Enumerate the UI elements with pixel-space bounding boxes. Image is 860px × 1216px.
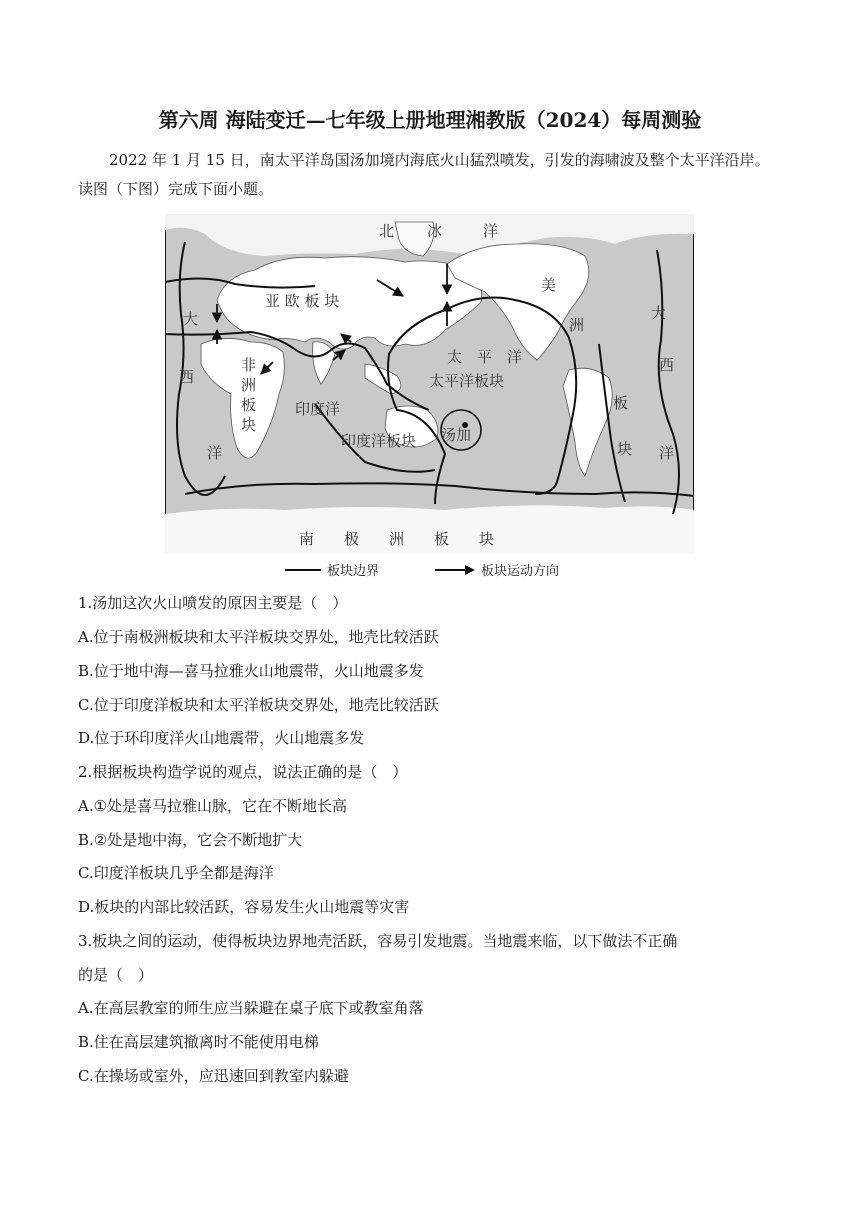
q1-stem: 1.汤加这次火山喷发的原因主要是（ ） — [78, 594, 348, 612]
map-label-atl-e-1: 大 — [651, 304, 667, 322]
intro-paragraph: 2022 年 1 月 15 日，南太平洋岛国汤加境内海底火山猛烈喷发，引发的海啸波及整个太平洋沿岸。读图（下图）完成下面小题。 — [78, 151, 770, 198]
map-label-pacific-ocean: 太 平 洋 — [447, 348, 523, 366]
map-label-arctic-3: 洋 — [483, 222, 499, 240]
q1-option-c: C.位于印度洋板块和太平洋板块交界处，地壳比较活跃 — [78, 696, 439, 714]
q3-option-b: B.住在高层建筑撤离时不能使用电梯 — [78, 1033, 319, 1051]
map-label-pacific-plate: 太平洋板块 — [429, 372, 505, 390]
map-label-antarctic: 南 极 洲 板 块 — [299, 530, 495, 548]
q3-option-a: A.在高层教室的师生应当躲避在桌子底下或教室角落 — [78, 999, 424, 1017]
page-title: 第六周 海陆变迁—七年级上册地理湘教版（2024）每周测验 — [158, 108, 702, 132]
map-legend — [285, 560, 605, 582]
q1-option-a: A.位于南极洲板块和太平洋板块交界处，地壳比较活跃 — [78, 628, 439, 646]
q2-option-b: B.②处是地中海，它会不断地扩大 — [78, 831, 303, 849]
map-label-indian-ocean: 印度洋 — [295, 400, 341, 418]
map-label-africa-4: 块 — [241, 416, 257, 434]
map-label-america-1: 美 — [541, 276, 557, 294]
q2-option-d: D.板块的内部比较活跃，容易发生火山地震等灾害 — [78, 898, 410, 916]
legend-boundary — [285, 560, 379, 579]
map-label-arctic-1: 北 — [379, 222, 395, 240]
map-label-africa-3: 板 — [241, 396, 257, 414]
legend-boundary-swatch — [285, 569, 321, 571]
q1-option-d: D.位于环印度洋火山地震带，火山地震多发 — [78, 729, 365, 747]
plate-map — [165, 214, 694, 554]
q3-stem-line2: 的是（ ） — [78, 966, 154, 984]
legend-direction-label: 板块运动方向 — [481, 564, 560, 579]
map-label-atl-w-1: 大 — [183, 310, 199, 328]
map-label-indian-plate: 印度洋板块 — [341, 432, 417, 450]
legend-direction — [435, 560, 559, 579]
q3-stem-line1: 3.板块之间的运动，使得板块边界地壳活跃，容易引发地震。当地震来临，以下做法不正确 — [78, 932, 678, 950]
map-label-atl-w-2: 西 — [179, 368, 195, 386]
map-label-atl-w-3: 洋 — [207, 444, 223, 462]
map-label-tonga: 汤加 — [441, 426, 472, 444]
legend-boundary-label: 板块边界 — [327, 564, 380, 579]
q2-option-a: A.①处是喜马拉雅山脉，它在不断地长高 — [78, 797, 348, 815]
q3-option-c: C.在操场或室外，应迅速回到教室内躲避 — [78, 1067, 349, 1085]
map-label-atl-e-2: 西 — [659, 356, 675, 374]
legend-arrow-icon — [435, 565, 475, 575]
map-label-arctic-2: 冰 — [427, 222, 443, 240]
q1-option-b: B.位于地中海—喜马拉雅火山地震带，火山地震多发 — [78, 662, 424, 680]
q2-option-c: C.印度洋板块几乎全都是海洋 — [78, 864, 274, 882]
map-label-america-3: 板 — [613, 394, 629, 412]
map-label-africa-2: 洲 — [241, 376, 257, 394]
map-label-eurasia: 亚 欧 板 块 — [265, 292, 340, 310]
map-label-america-4: 块 — [617, 440, 633, 458]
map-label-atl-e-3: 洋 — [659, 444, 675, 462]
map-label-america-2: 洲 — [569, 316, 585, 334]
q2-stem: 2.根据板块构造学说的观点，说法正确的是（ ） — [78, 763, 408, 781]
map-label-africa-1: 非 — [241, 356, 257, 374]
